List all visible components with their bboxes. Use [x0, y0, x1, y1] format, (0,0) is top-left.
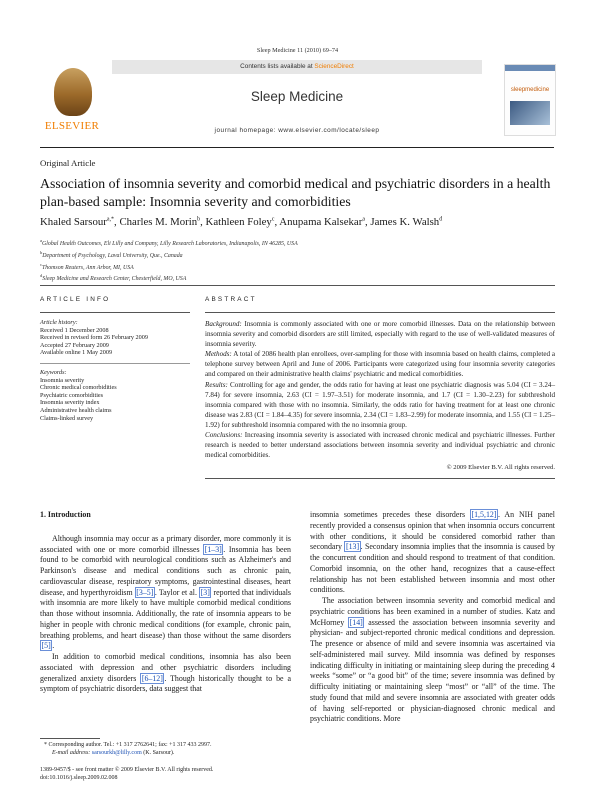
- journal-homepage[interactable]: journal homepage: www.elsevier.com/locate/sleep: [214, 127, 380, 134]
- keyword: Insomnia severity: [40, 376, 85, 384]
- contents-prefix: Contents lists available at: [240, 63, 313, 70]
- abstract-methods: [205, 349, 555, 379]
- affiliation-text: Thomson Reuters, Ann Arbor, MI, USA: [42, 264, 134, 271]
- issn-line: 1389-9457/$ - see front matter © 2009 Elsevier B.V. All rights reserved.: [40, 767, 214, 773]
- citation-link[interactable]: [5]: [41, 641, 51, 651]
- affiliation-sup: b: [40, 249, 43, 255]
- background-text: Insomnia is commonly associated with one or more comorbid illnesses. Data on the relationship between insomnia severity and comorbid disorders are still limited, especially with regard to the use of well-validated measures of insomnia severity.: [205, 320, 555, 349]
- affiliation: [40, 237, 555, 249]
- keyword: Administrative health claims: [40, 406, 112, 414]
- author-list: Khaled Sarsour$^{a,*}$, Charles M. Morin$^b$, Kathleen Foley$^c$, Anupama Kalsekar$^a$, James K. Walsh$^d$: [40, 216, 443, 228]
- affiliation-sup: a: [40, 238, 42, 243]
- history-entry: Available online 1 May 2009: [40, 349, 113, 357]
- conclusions-text: Increasing insomnia severity is associated with increased chronic medical and psychiatric illnesses. Further research is needed to better understand associations between insomnia severity and individual psychiatric and chronic medical comorbidities.: [205, 431, 555, 460]
- abstract-heading: ABSTRACT: [205, 296, 257, 303]
- journal-header: [40, 60, 554, 143]
- contents-bar: [112, 60, 482, 74]
- article-title: Association of insomnia severity and comorbid medical and psychiatric disorders in a health plan-based sample: Insomnia severity and comorbidities: [40, 176, 551, 209]
- keywords-label: Keywords:: [40, 368, 67, 376]
- text: insomnia sometimes precedes these disorders: [310, 510, 466, 519]
- author-name: Kathleen Foley: [205, 216, 272, 228]
- affiliation-text: Department of Psychology, Laval University, Que., Canada: [42, 252, 183, 259]
- results-text: Controlling for age and gender, the odds ratio for having at least one psychiatric diagnosis was 5.04 (CI = 3.24–7.84) for severe insomnia, 2.63 (CI = 1.97–3.51) for moderate insomnia, and 1.7 (CI = 1.30–2.23) for subthreshold insomnia compared with those with no insomnia. Similarly, the odds ratio for having treatment for at least one chronic disease was 2.83 (CI = 1.84–4.35) for severe insomnia, 2.34 (CI = 1.83–2.99) for moderate insomnia, and 1.55 (CI = 1.25–1.92) for subthreshold insomnia compared with the no insomnia group.: [205, 380, 555, 429]
- paragraph: [40, 534, 291, 652]
- email-line: [44, 749, 294, 757]
- elsevier-logo: [40, 68, 104, 136]
- doi-line[interactable]: doi:10.1016/j.sleep.2009.02.008: [40, 775, 118, 782]
- cover-word-b: medicine: [525, 87, 550, 93]
- history-entry: Accepted 27 February 2009: [40, 341, 109, 349]
- citation-link[interactable]: [13]: [345, 542, 360, 552]
- conclusions-label: Conclusions:: [205, 431, 243, 440]
- author-sup: b: [197, 216, 201, 223]
- publication-info: [40, 766, 340, 783]
- text: In addition to comorbid medical conditions, insomnia has also been associated with depression and other psychiatric disorders including generalized anxiety disorders: [40, 652, 291, 683]
- text: . Insomnia has been found to be comorbid with neurological conditions such as Alzheimer's and Parkinson's disease and medical conditions such as chronic pain, cardiovascular disease, respiratory symptoms, gastrointestinal diseases, heart disease, and hyperthyroidism: [40, 544, 291, 597]
- corresponding-author: * Corresponding author. Tel.: +1 317 2762641; fax: +1 317 433 2997.: [44, 742, 212, 748]
- methods-label: Methods:: [205, 350, 232, 359]
- text: The association between insomnia severity and comorbid medical and psychiatric conditions has been examined in a number of studies. Katz and McHorney: [310, 596, 555, 627]
- affiliations: [40, 237, 555, 284]
- cover-word-a: sleep: [510, 87, 526, 93]
- body-right-column: [310, 510, 555, 725]
- abstract-copyright: © 2009 Elsevier B.V. All rights reserved.: [446, 464, 555, 472]
- body-left-column: [40, 510, 291, 695]
- keywords-rule: [40, 363, 190, 364]
- journal-cover: [504, 64, 556, 136]
- abstract-conclusions: [205, 430, 555, 460]
- affiliation-text: Sleep Medicine and Research Center, Chesterfield, MO, USA: [42, 276, 187, 283]
- keywords: [40, 369, 190, 422]
- author-name: James K. Walsh: [370, 216, 440, 228]
- article-history: [40, 319, 190, 357]
- affiliation: [40, 249, 555, 261]
- history-entry: Received in revised form 26 February 2009: [40, 334, 148, 342]
- journal-masthead: [112, 60, 482, 143]
- author-name: Charles M. Morin: [119, 216, 198, 228]
- affiliation-text: Global Health Outcomes, Eli Lilly and Company, Lilly Research Laboratories, Indianapolis, IN 46285, USA: [42, 240, 298, 247]
- affiliation: [40, 272, 555, 284]
- publisher-name: ELSEVIER: [44, 120, 100, 132]
- abstract-rule: [205, 312, 555, 313]
- top-divider: [40, 285, 555, 286]
- abstract-background: [205, 319, 555, 349]
- affiliation-sup: d: [40, 273, 43, 279]
- citation-link[interactable]: [14]: [349, 617, 363, 627]
- background-label: Background:: [205, 320, 242, 328]
- cover-image: [510, 101, 550, 125]
- paragraph: [40, 652, 291, 695]
- results-label: Results:: [205, 380, 228, 389]
- keyword: Insomnia severity index: [40, 399, 100, 407]
- email-label: E-mail address:: [52, 750, 91, 757]
- footnote: [44, 741, 294, 758]
- affiliation-sup: c: [40, 261, 42, 267]
- info-rule: [40, 312, 190, 313]
- text: . Secondary insomnia implies that the insomnia is caused by the concurrent condition and should respond to treatment of that condition. Comorbid insomnia, on the other hand, recognizes that a cause-effect relationship has not been established between insomnia and most other conditions.: [310, 542, 555, 595]
- footnote-rule: [40, 738, 100, 739]
- citation-link[interactable]: [3–5]: [136, 587, 154, 597]
- paragraph: [310, 510, 555, 596]
- journal-name: Sleep Medicine: [250, 89, 344, 104]
- citation-link[interactable]: [3]: [200, 587, 210, 597]
- cover-title: [507, 87, 553, 93]
- author-sup: a: [362, 216, 365, 223]
- abstract-results: [205, 380, 555, 430]
- author-sup: d: [439, 216, 443, 223]
- email-suffix: (K. Sarsour).: [143, 750, 175, 757]
- elsevier-tree-icon: [54, 68, 92, 116]
- article-info: [40, 296, 190, 422]
- citation-link[interactable]: [1,5,12]: [471, 510, 497, 519]
- abstract: [205, 296, 555, 479]
- text: . An NIH panel recently provided a consensus opinion that when insomnia occurs concurrent with other conditions, it should be considered comorbid rather than secondary: [310, 510, 555, 552]
- history-entry: Received 1 December 2008: [40, 326, 109, 334]
- author-name: Khaled Sarsour: [40, 216, 107, 228]
- keyword: Claims-linked survey: [40, 414, 94, 422]
- text: . Taylor et al.: [154, 587, 197, 597]
- history-label: Article history:: [40, 319, 78, 326]
- text: . Though historically thought to be a symptom of psychiatric disorders, data suggest that: [40, 673, 291, 694]
- text: Although insomnia may occur as a primary disorder, more commonly it is associated with one or more comorbid illnesses: [40, 533, 291, 554]
- article-info-heading: ARTICLE INFO: [40, 296, 111, 303]
- text: reported that individuals with insomnia are more likely to have multiple comorbid medical conditions than those without insomnia. Additionally, the rate of insomnia appears to be higher in people with chronic medical conditions (for example, chronic pain, breathing problems, and heart disease) than those without the same disorders: [40, 587, 291, 640]
- text: .: [52, 641, 55, 651]
- sciencedirect-link[interactable]: ScienceDirect: [314, 63, 354, 70]
- keyword: Psychiatric comorbidities: [40, 391, 104, 399]
- citation-link[interactable]: [6–12]: [141, 673, 163, 683]
- text: assessed the association between insomnia severity and physician- and subject-reported chronic medical conditions and depression. The presence or absence of mild and severe insomnia was ascertained via self-administered mail survey. Mild insomnia was defined by responses indicating difficulty in initiating or maintaining sleep during the preceding 4 weeks “some” or “a good bit” of the time; severe insomnia was defined by difficulty initiating or maintaining sleep “most” or “all” of the time. The study found that mild and severe insomnia are associated with greater odds of having self-reported or physician-diagnosed chronic medical and psychiatric conditions. More: [310, 617, 555, 724]
- abstract-bottom-rule: [205, 478, 555, 479]
- header-rule: [40, 147, 554, 148]
- paragraph: [310, 596, 555, 725]
- article-type: Original Article: [40, 158, 96, 168]
- author-name: Anupama Kalsekar: [279, 216, 363, 228]
- section-title: 1. Introduction: [40, 510, 91, 519]
- abstract-body: [205, 319, 555, 460]
- cover-strip: [505, 65, 555, 71]
- email-link[interactable]: sarsourkh@lilly.com: [91, 750, 142, 757]
- citation-link[interactable]: [1–3]: [204, 544, 222, 554]
- keyword: Chronic medical comorbidities: [40, 384, 117, 392]
- affiliation: [40, 261, 555, 273]
- methods-text: A total of 2086 health plan enrollees, over-sampling for those with insomnia based on health claims, completed a telephone survey between April and June of 2006. Participants were categorized using four insomnia severity categories and compared on their administrative health claims' psychiatric and medical comorbidities.: [205, 350, 555, 379]
- author-sup: a,*: [106, 216, 115, 223]
- running-header: Sleep Medicine 11 (2010) 69–74: [256, 47, 339, 54]
- author-sup: c: [271, 216, 275, 223]
